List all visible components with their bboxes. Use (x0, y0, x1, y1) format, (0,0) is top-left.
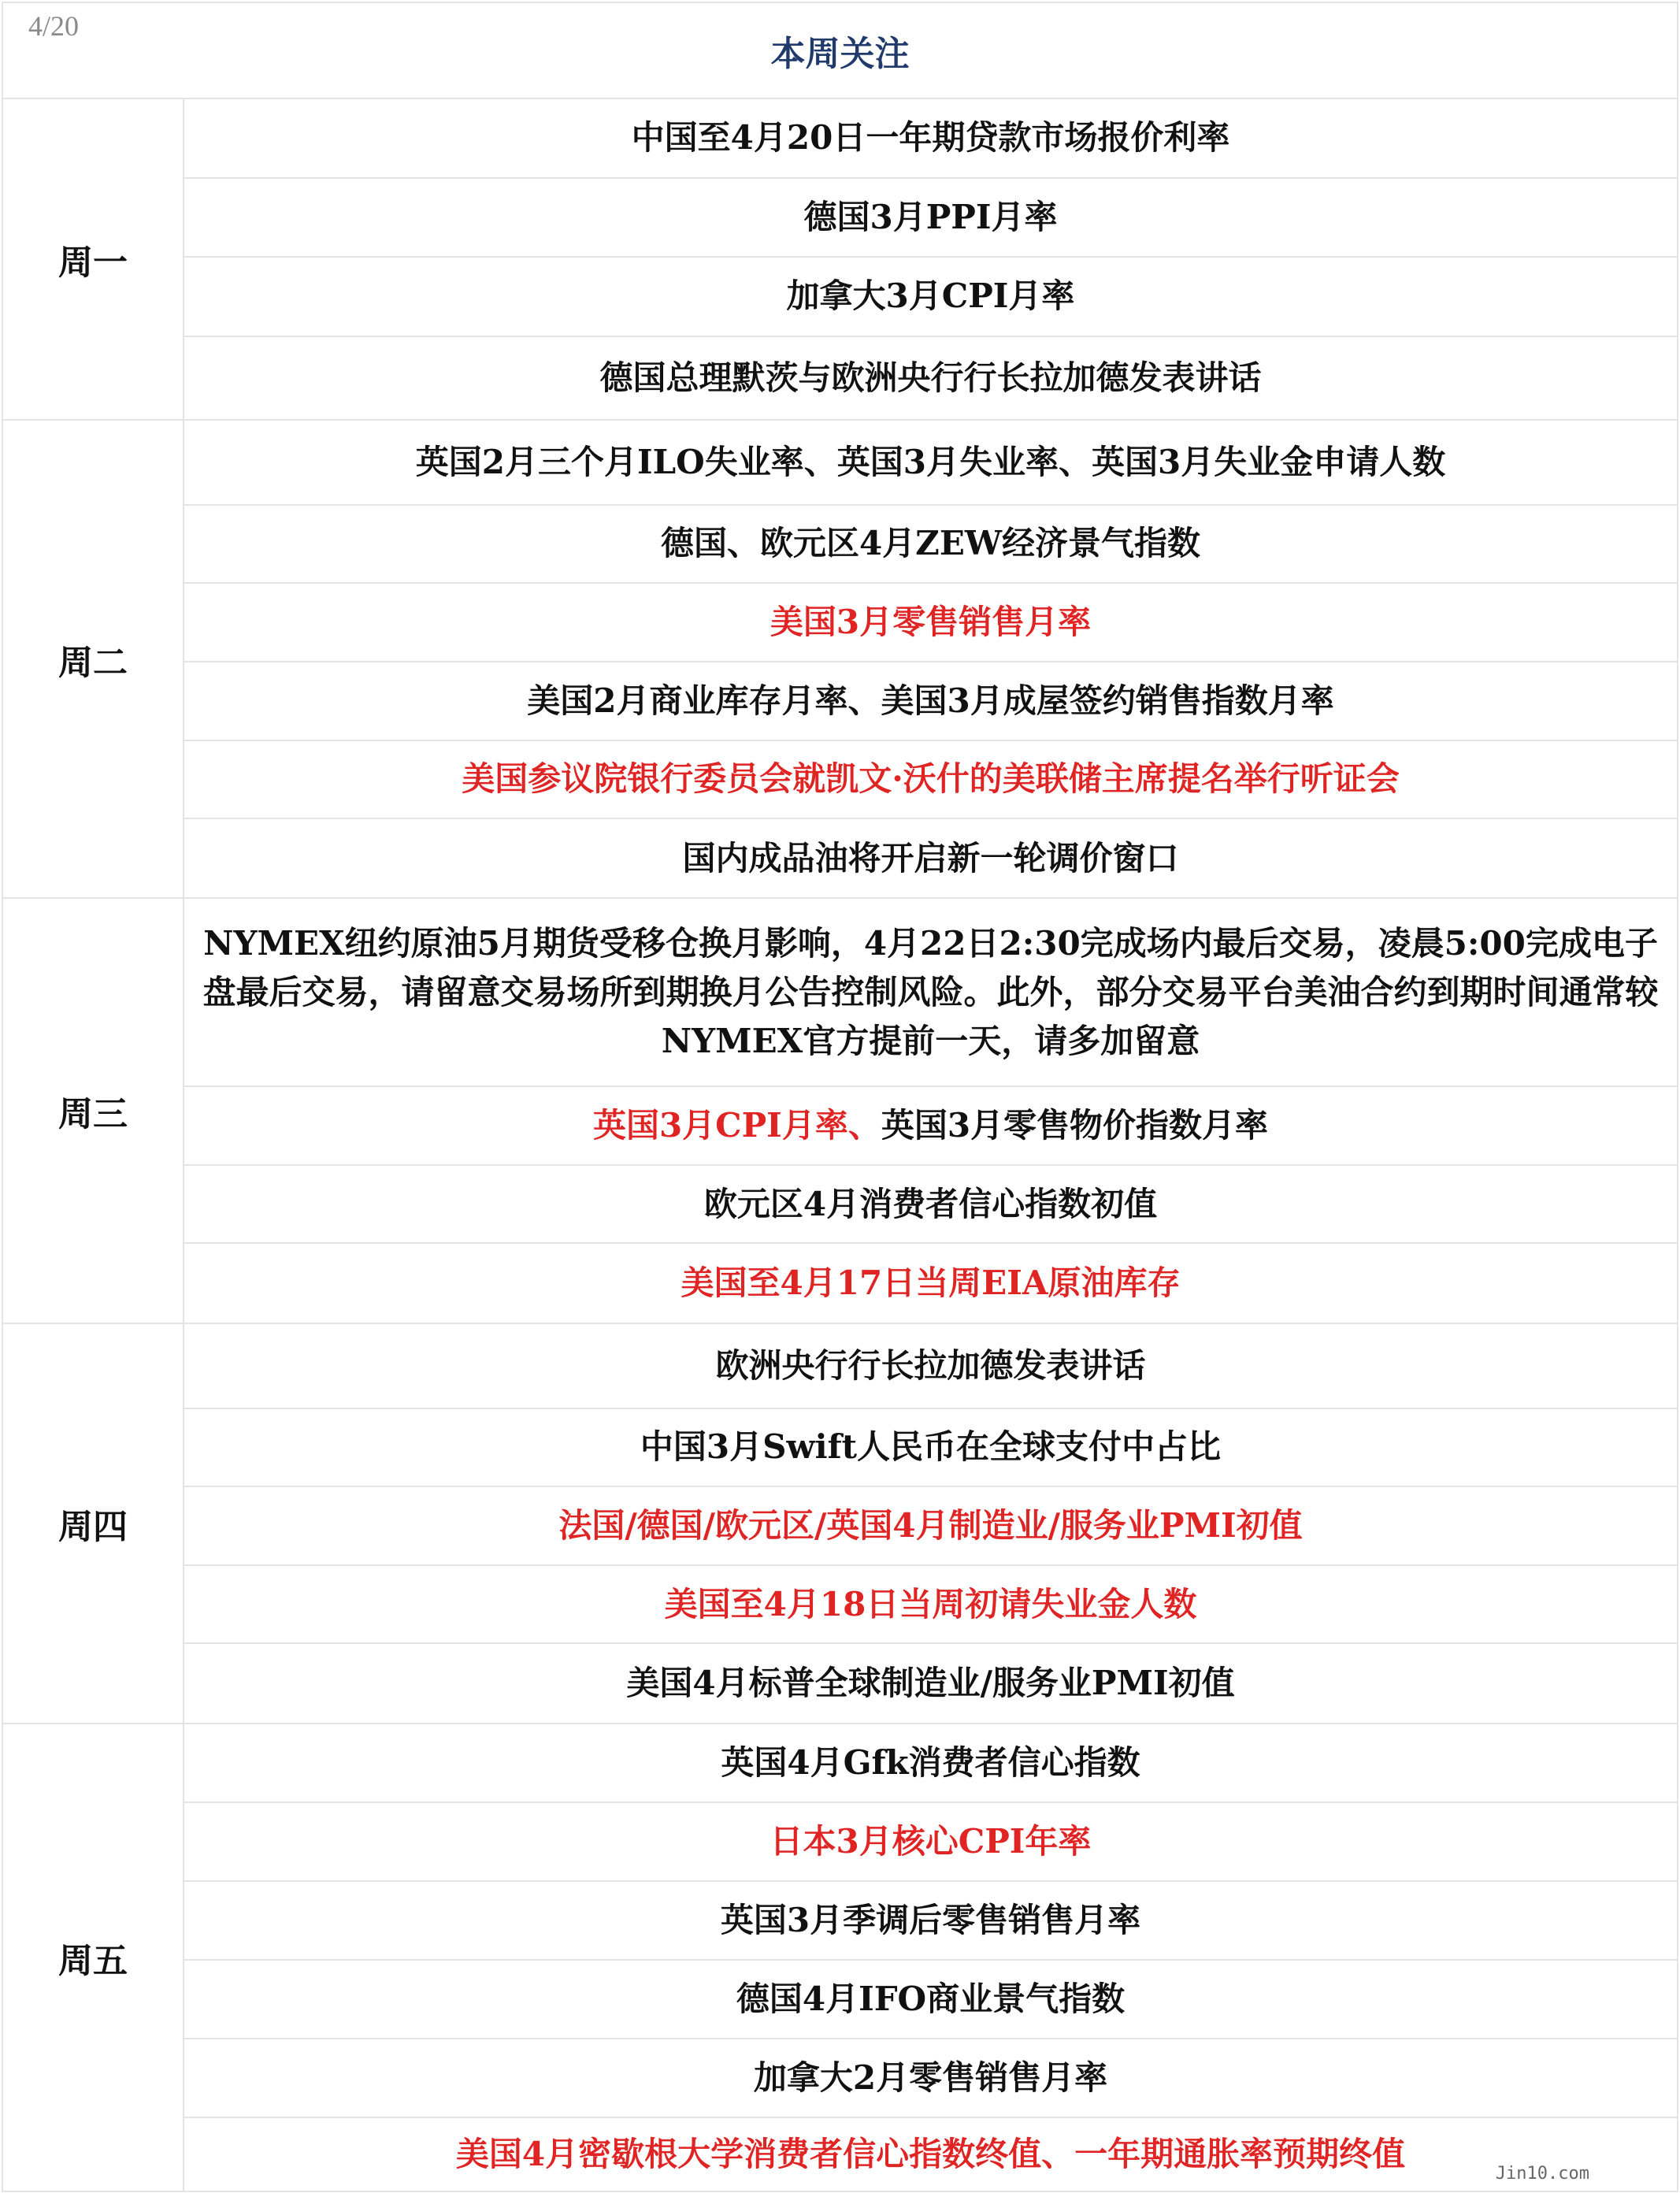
page-number: 4/20 (28, 10, 80, 42)
list-item: 德国4月IFO商业景气指数 (184, 1961, 1677, 2039)
list-item-highlighted: 法国/德国/欧元区/英国4月制造业/服务业PMI初值 (184, 1487, 1677, 1566)
list-item: NYMEX纽约原油5月期货受移仓换月影响，4月22日2:30完成场内最后交易，凌晨5:00完成电子盘最后交易，请留意交易场所到期换月公告控制风险。此外，部分交易平台美油合约到期时间通常较NYMEX官方提前一天，请多加留意 (184, 899, 1677, 1087)
day-label: 周五 (3, 1724, 184, 2191)
list-item: 欧元区4月消费者信心指数初值 (184, 1166, 1677, 1245)
list-item-highlighted: 美国3月零售销售月率 (184, 584, 1677, 662)
list-item: 加拿大3月CPI月率 (184, 258, 1677, 337)
item-rest-text: 英国3月零售物价指数月率 (881, 1105, 1269, 1145)
watermark: Jin10.com (1495, 2164, 1589, 2184)
list-item-highlighted: 美国至4月17日当周EIA原油库存 (681, 1263, 1181, 1303)
weekly-calendar-table (2, 2, 1678, 2192)
list-item-highlighted: 美国4月密歇根大学消费者信心指数终值、一年期通胀率预期终值 (455, 2135, 1406, 2173)
day-group-friday (3, 1724, 1677, 2191)
day-group-wednesday (3, 899, 1677, 1324)
list-item: 德国3月PPI月率 (184, 179, 1677, 258)
list-item: 美国4月标普全球制造业/服务业PMI初值 (626, 1664, 1235, 1703)
day-group-thursday (3, 1324, 1677, 1724)
day-label: 周一 (3, 99, 184, 419)
day-label: 周三 (3, 899, 184, 1323)
day-label: 周四 (3, 1324, 184, 1723)
table-title: 本周关注 (3, 3, 1677, 99)
item-highlight-text: 英国3月CPI月率、 (592, 1105, 881, 1145)
list-item: 德国总理默茨与欧洲央行行长拉加德发表讲话 (599, 358, 1262, 397)
list-item (184, 1087, 1677, 1166)
list-item-highlighted: 美国参议院银行委员会就凯文·沃什的美联储主席提名举行听证会 (184, 741, 1677, 820)
list-item: 国内成品油将开启新一轮调价窗口 (682, 838, 1179, 878)
list-item: 中国3月Swift人民币在全球支付中占比 (184, 1409, 1677, 1488)
list-item: 英国4月Gfk消费者信心指数 (184, 1724, 1677, 1803)
list-item: 加拿大2月零售销售月率 (184, 2039, 1677, 2118)
list-item: 中国至4月20日一年期贷款市场报价利率 (184, 99, 1677, 179)
list-item: 英国2月三个月ILO失业率、英国3月失业率、英国3月失业金申请人数 (184, 421, 1677, 506)
day-group-tuesday (3, 421, 1677, 899)
list-item-highlighted: 日本3月核心CPI年率 (184, 1803, 1677, 1882)
list-item: 美国2月商业库存月率、美国3月成屋签约销售指数月率 (184, 662, 1677, 741)
list-item: 英国3月季调后零售销售月率 (184, 1882, 1677, 1961)
day-group-monday (3, 99, 1677, 421)
list-item-highlighted: 美国至4月18日当周初请失业金人数 (184, 1566, 1677, 1645)
list-item: 德国、欧元区4月ZEW经济景气指数 (184, 506, 1677, 584)
day-label: 周二 (3, 421, 184, 897)
list-item: 欧洲央行行长拉加德发表讲话 (184, 1324, 1677, 1409)
